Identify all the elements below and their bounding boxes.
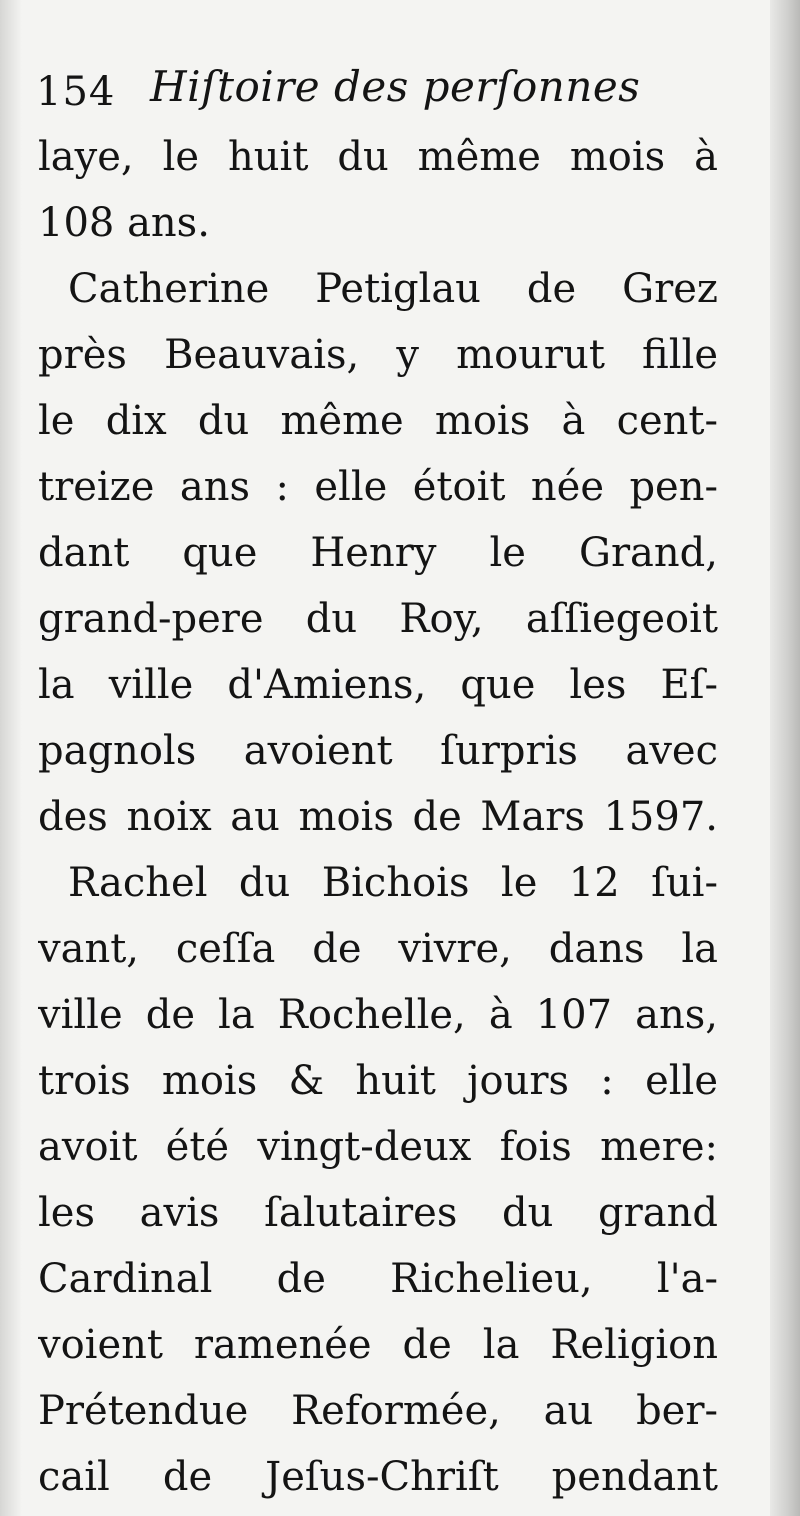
- text-line: des noix au mois de Mars 1597.: [38, 794, 718, 840]
- paragraph-start-line: Rachel du Bichois le 12 ſui-: [68, 860, 718, 906]
- text-line: cail de Jeſus-Chriſt pendant: [38, 1454, 718, 1500]
- text-line: treize ans : elle étoit née pen-: [38, 464, 718, 510]
- text-line: Prétendue Reformée, au ber-: [38, 1388, 718, 1434]
- text-line: pagnols avoient ſurpris avec: [38, 728, 718, 774]
- text-line: voient ramenée de la Religion: [38, 1322, 718, 1368]
- text-line: grand-pere du Roy, aſſiegeoit: [38, 596, 718, 642]
- body-text: [38, 124, 718, 1510]
- page-header: [36, 62, 756, 128]
- paragraph-start-line: Catherine Petiglau de Grez: [68, 266, 718, 312]
- text-line: laye, le huit du même mois à: [38, 134, 718, 180]
- page-gutter: [770, 0, 800, 1516]
- text-line: la ville d'Amiens, que les Eſ-: [38, 662, 718, 708]
- text-line: le dix du même mois à cent-: [38, 398, 718, 444]
- text-line: ville de la Rochelle, à 107 ans,: [38, 992, 718, 1038]
- text-line: les avis ſalutaires du grand: [38, 1190, 718, 1236]
- text-line: vant, ceſſa de vivre, dans la: [38, 926, 718, 972]
- text-line: Cardinal de Richelieu, l'a-: [38, 1256, 718, 1302]
- running-head: Hiſtoire des perſonnes: [150, 62, 641, 111]
- text-line: 108 ans.: [38, 200, 210, 246]
- page-edge-shadow: [0, 0, 22, 1516]
- text-line: près Beauvais, y mourut fille: [38, 332, 718, 378]
- text-line: dant que Henry le Grand,: [38, 530, 718, 576]
- page-number: 154: [36, 69, 116, 115]
- text-line: avoit été vingt-deux fois mere:: [38, 1124, 718, 1170]
- text-line: trois mois & huit jours : elle: [38, 1058, 718, 1104]
